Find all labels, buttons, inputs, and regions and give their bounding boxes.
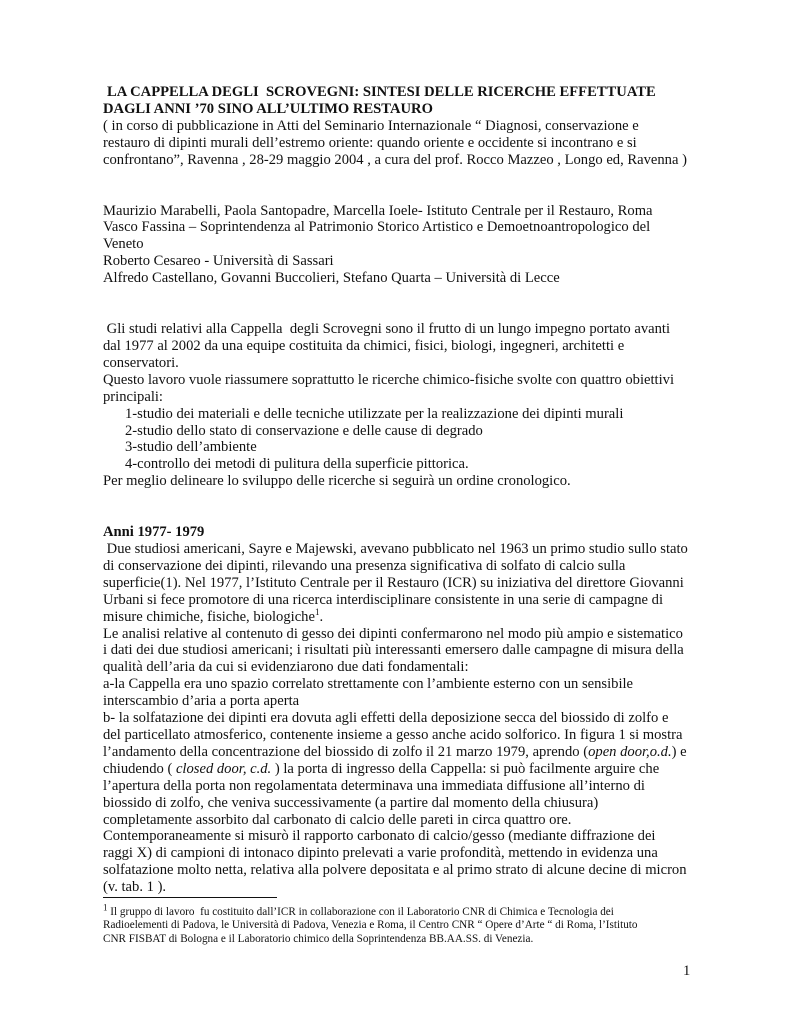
- document-title-line-1: LA CAPPELLA DEGLI SCROVEGNI: SINTESI DELLE RICERCHE EFFETTUATE: [107, 84, 656, 100]
- footnote-line: [103, 902, 693, 919]
- objective-item: 4-controllo dei metodi di pulitura della superficie pittorica.: [125, 456, 469, 473]
- paragraph-line: [103, 761, 693, 778]
- paragraph-line: l’apertura della porta non regolamentata determinava una immediata diffusione all’interno di: [103, 777, 645, 794]
- paragraph-line: [103, 606, 693, 626]
- paragraph-line: Due studiosi americani, Sayre e Majewski, avevano pubblicato nel 1963 un primo studio sullo stato: [103, 541, 688, 558]
- paragraph-line: solfatazione molto netta, relativa alla polvere depositata e al primo strato di alcune decine di micron: [103, 862, 687, 879]
- paragraph-line: Le analisi relative al contenuto di gesso dei dipinti confermarono nel modo più ampio e sistematico: [103, 625, 683, 642]
- author-line: Roberto Cesareo - Università di Sassari: [103, 253, 334, 270]
- section-paragraph-1: [103, 541, 693, 626]
- document-body: [103, 84, 693, 896]
- paragraph-text: misure chimiche, fisiche, biologiche: [103, 608, 315, 625]
- subtitle-line: confrontano”, Ravenna , 28-29 maggio 2004 , a cura del prof. Rocco Mazzeo , Longo ed, Ravenna ): [103, 151, 687, 168]
- author-line: Veneto: [103, 236, 144, 253]
- paragraph-text: .: [319, 608, 324, 625]
- paragraph-line: Contemporaneamente si misurò il rapporto carbonato di calcio/gesso (mediante diffrazione dei: [103, 828, 656, 845]
- subtitle-line: restauro di dipinti murali dell’estremo oriente: quando oriente e occidente si incontrano e si: [103, 134, 637, 151]
- objective-item: 1-studio dei materiali e delle tecniche utilizzate per la realizzazione dei dipinti murali: [125, 405, 624, 422]
- paragraph-text: ) la porta di ingresso della Cappella: si può facilmente arguire che: [271, 760, 660, 777]
- intro-paragraph: [103, 321, 693, 490]
- section-heading: Anni 1977- 1979: [103, 524, 205, 541]
- page-number: 1: [683, 963, 691, 979]
- paragraph-line: i dati dei due studiosi americani; i risultati più interessanti emersero dalle campagne di misura della: [103, 642, 684, 659]
- paragraph-text: ) e: [671, 743, 687, 760]
- intro-line: conservatori.: [103, 354, 179, 371]
- section-paragraph-2: [103, 626, 693, 897]
- objective-item: 3-studio dell’ambiente: [125, 439, 257, 456]
- intro-line: principali:: [103, 388, 163, 405]
- paragraph-line: a-la Cappella era uno spazio correlato strettamente con l’ambiente esterno con un sensibile: [103, 676, 634, 693]
- objectives-list: [103, 406, 693, 474]
- footnote-divider: [103, 897, 277, 898]
- footnote-number: 1: [103, 902, 108, 913]
- document-title-line-2: DAGLI ANNI ’70 SINO ALL’ULTIMO RESTAURO: [103, 100, 433, 117]
- author-line: Vasco Fassina – Soprintendenza al Patrimonio Storico Artistico e Demoetnoantropologico del: [103, 219, 651, 236]
- author-line: Maurizio Marabelli, Paola Santopadre, Marcella Ioele- Istituto Centrale per il Restauro, Roma: [103, 202, 653, 219]
- paragraph-line: superficie(1). Nel 1977, l’Istituto Centrale per il Restauro (ICR) su iniziativa del direttore Giovanni: [103, 574, 684, 591]
- paragraph-line: (v. tab. 1 ).: [103, 879, 167, 896]
- footnote-line: CNR FISBAT di Bologna e il Laboratorio chimico della Soprintendenza BB.AA.SS. di Venezia.: [103, 932, 534, 945]
- paragraph-line: [103, 744, 693, 761]
- paragraph-line: Urbani si fece promotore di una ricerca interdisciplinare consistente in una serie di campagne di: [103, 591, 664, 608]
- footnote-text: Il gruppo di lavoro fu costituito dall’ICR in collaborazione con il Laboratorio CNR di Chimica e Tecnologia dei: [107, 906, 614, 918]
- footnote-reference[interactable]: 1: [314, 606, 320, 617]
- footnote: [103, 902, 693, 946]
- paragraph-line: del particellato atmosferico, contenente insieme a gesso anche acido solforico. In figura 1 si mostra: [103, 727, 683, 743]
- intro-line: dal 1977 al 2002 da una equipe costituita da chimici, fisici, biologi, ingegneri, architetti e: [103, 337, 625, 354]
- intro-line: Gli studi relativi alla Cappella degli Scrovegni sono il frutto di un lungo impegno portato avanti: [103, 321, 671, 338]
- objective-item: 2-studio dello stato di conservazione e delle cause di degrado: [125, 422, 483, 439]
- subtitle-line: ( in corso di pubblicazione in Atti del Seminario Internazionale “ Diagnosi, conservazione e: [103, 117, 639, 134]
- footnote-line: Radioelementi di Padova, le Università di Padova, Venezia e Roma, il Centro CNR “ Opere d’Arte “ di Roma, l’Istituto: [103, 919, 638, 932]
- paragraph-text: l’andamento della concentrazione del biossido di zolfo il 21 marzo 1979, aprendo (: [103, 743, 589, 760]
- paragraph-line: interscambio d’aria a porta aperta: [103, 693, 300, 710]
- authors-block: [103, 203, 693, 288]
- italic-term: open door,o.d.: [588, 743, 672, 760]
- paragraph-line: b- la solfatazione dei dipinti era dovuta agli effetti della deposizione secca del biossido di zolfo e: [103, 710, 669, 727]
- paragraph-line: raggi X) di campioni di intonaco dipinto prelevati a varie profondità, mettendo in evidenza una: [103, 845, 658, 862]
- paragraph-line: di conservazione dei dipinti, rilevando una presenza significativa di solfato di calcio sulla: [103, 557, 626, 574]
- intro-closing: Per meglio delineare lo sviluppo delle ricerche si seguirà un ordine cronologico.: [103, 473, 571, 490]
- italic-term: closed door, c.d.: [175, 760, 272, 777]
- paragraph-line: qualità dell’aria da cui si evidenziarono due dati fondamentali:: [103, 659, 469, 676]
- paragraph-line: completamente assorbito dal carbonato di calcio delle pareti in circa quattro ore.: [103, 811, 572, 828]
- document-subtitle: [103, 118, 693, 169]
- paragraph-text: chiudendo (: [103, 760, 176, 777]
- paragraph-line: biossido di zolfo, che veniva successivamente (a partire dal momento della chiusura): [103, 794, 599, 811]
- author-line: Alfredo Castellano, Govanni Buccolieri, Stefano Quarta – Università di Lecce: [103, 270, 560, 287]
- intro-line: Questo lavoro vuole riassumere soprattutto le ricerche chimico-fisiche svolte con quattro obiettivi: [103, 371, 675, 388]
